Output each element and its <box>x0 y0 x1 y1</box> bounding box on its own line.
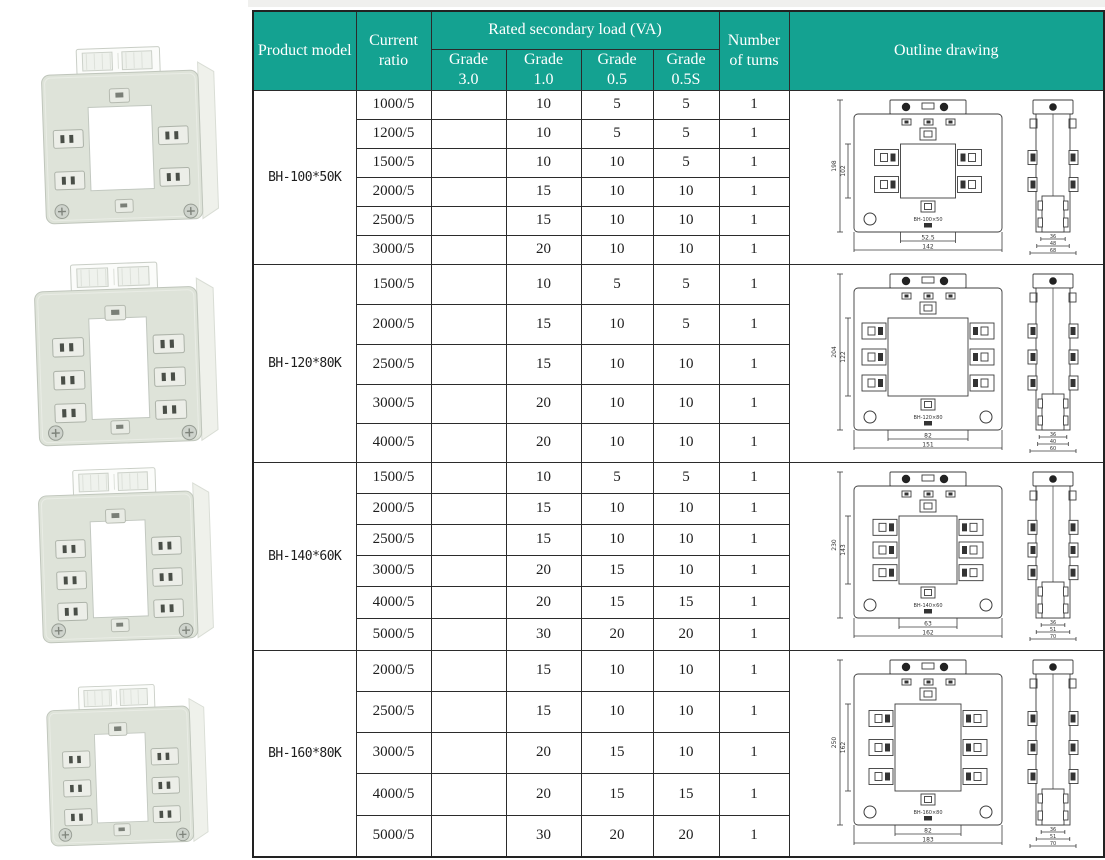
cell-load-grade-1.0: 10 <box>506 90 581 119</box>
cell-product-model: BH-100*50K <box>253 90 356 264</box>
cell-load-grade-3.0 <box>431 493 506 524</box>
cell-load-grade-0.5S: 10 <box>653 235 719 264</box>
cell-number-of-turns: 1 <box>719 206 789 235</box>
cell-load-grade-0.5: 10 <box>581 344 653 384</box>
product-photo-bh-140-60k <box>6 466 232 658</box>
cell-number-of-turns: 1 <box>719 691 789 732</box>
cell-load-grade-0.5S: 5 <box>653 462 719 493</box>
cell-number-of-turns: 1 <box>719 650 789 691</box>
svg-text:250: 250 <box>830 736 838 748</box>
outline-drawing-3 <box>789 462 1104 650</box>
cell-load-grade-1.0: 20 <box>506 423 581 462</box>
cell-current-ratio: 1500/5 <box>356 462 431 493</box>
cell-load-grade-0.5S: 5 <box>653 90 719 119</box>
table-row <box>253 462 1104 493</box>
cell-current-ratio: 3000/5 <box>356 555 431 586</box>
svg-text:63: 63 <box>923 620 932 628</box>
cell-load-grade-1.0: 10 <box>506 119 581 148</box>
cell-load-grade-0.5S: 5 <box>653 304 719 344</box>
cell-number-of-turns: 1 <box>719 732 789 773</box>
cell-load-grade-3.0 <box>431 177 506 206</box>
cell-load-grade-0.5S: 10 <box>653 732 719 773</box>
cell-load-grade-0.5S: 20 <box>653 618 719 650</box>
product-photo-bh-160-80k <box>10 683 232 860</box>
cell-load-grade-1.0: 20 <box>506 555 581 586</box>
svg-text:82: 82 <box>923 827 932 835</box>
cell-load-grade-0.5S: 10 <box>653 344 719 384</box>
cell-load-grade-0.5: 10 <box>581 691 653 732</box>
cell-load-grade-1.0: 30 <box>506 618 581 650</box>
svg-text:143: 143 <box>839 544 847 556</box>
cell-current-ratio: 2000/5 <box>356 493 431 524</box>
svg-text:230: 230 <box>830 539 838 551</box>
cell-load-grade-3.0 <box>431 555 506 586</box>
cell-load-grade-0.5: 10 <box>581 304 653 344</box>
svg-text:68: 68 <box>1049 248 1056 254</box>
cell-current-ratio: 2000/5 <box>356 177 431 206</box>
cell-load-grade-0.5S: 5 <box>653 119 719 148</box>
cell-load-grade-0.5S: 15 <box>653 586 719 618</box>
cell-load-grade-1.0: 20 <box>506 235 581 264</box>
cell-number-of-turns: 1 <box>719 524 789 555</box>
cell-load-grade-3.0 <box>431 90 506 119</box>
cell-number-of-turns: 1 <box>719 90 789 119</box>
outline-drawing-4 <box>789 650 1104 857</box>
cell-number-of-turns: 1 <box>719 586 789 618</box>
cell-number-of-turns: 1 <box>719 344 789 384</box>
svg-text:183: 183 <box>922 836 934 844</box>
cell-load-grade-0.5: 20 <box>581 618 653 650</box>
cell-load-grade-0.5: 10 <box>581 423 653 462</box>
cell-load-grade-1.0: 10 <box>506 148 581 177</box>
cell-number-of-turns: 1 <box>719 555 789 586</box>
header-grade-1: Grade 1.0 <box>506 49 581 90</box>
cell-number-of-turns: 1 <box>719 462 789 493</box>
svg-text:36: 36 <box>1049 432 1056 438</box>
cell-load-grade-3.0 <box>431 304 506 344</box>
cell-load-grade-1.0: 10 <box>506 264 581 304</box>
cell-load-grade-0.5: 15 <box>581 732 653 773</box>
cell-load-grade-1.0: 15 <box>506 650 581 691</box>
page-top-strip <box>248 0 1105 7</box>
cell-number-of-turns: 1 <box>719 384 789 423</box>
cell-load-grade-0.5: 10 <box>581 206 653 235</box>
svg-text:122: 122 <box>839 351 847 363</box>
cell-load-grade-0.5S: 10 <box>653 177 719 206</box>
svg-text:36: 36 <box>1049 620 1056 626</box>
cell-load-grade-0.5: 15 <box>581 586 653 618</box>
cell-load-grade-0.5: 10 <box>581 493 653 524</box>
cell-load-grade-0.5S: 10 <box>653 493 719 524</box>
header-rated-secondary-load: Rated secondary load (VA) <box>431 11 719 49</box>
table-row <box>253 90 1104 119</box>
cell-number-of-turns: 1 <box>719 304 789 344</box>
cell-load-grade-0.5: 15 <box>581 773 653 815</box>
svg-text:102: 102 <box>839 165 847 177</box>
cell-load-grade-0.5: 5 <box>581 462 653 493</box>
cell-current-ratio: 4000/5 <box>356 586 431 618</box>
cell-load-grade-1.0: 15 <box>506 524 581 555</box>
cell-load-grade-3.0 <box>431 650 506 691</box>
header-grade-3: Grade 0.5S <box>653 49 719 90</box>
svg-text:40: 40 <box>1049 439 1056 445</box>
cell-current-ratio: 2000/5 <box>356 650 431 691</box>
header-grade-2: Grade 0.5 <box>581 49 653 90</box>
cell-load-grade-0.5: 10 <box>581 235 653 264</box>
cell-current-ratio: 5000/5 <box>356 618 431 650</box>
svg-text:36: 36 <box>1049 234 1056 240</box>
cell-current-ratio: 1000/5 <box>356 90 431 119</box>
svg-text:BH-100×50: BH-100×50 <box>913 217 943 223</box>
cell-load-grade-3.0 <box>431 618 506 650</box>
cell-load-grade-1.0: 30 <box>506 815 581 857</box>
svg-text:52.5: 52.5 <box>921 234 935 242</box>
cell-load-grade-3.0 <box>431 206 506 235</box>
cell-load-grade-0.5: 10 <box>581 177 653 206</box>
svg-text:70: 70 <box>1049 840 1056 847</box>
cell-load-grade-0.5S: 10 <box>653 206 719 235</box>
cell-load-grade-0.5: 10 <box>581 650 653 691</box>
cell-load-grade-0.5S: 10 <box>653 555 719 586</box>
header-product-model: Product model <box>253 11 356 90</box>
cell-load-grade-1.0: 10 <box>506 462 581 493</box>
cell-load-grade-1.0: 20 <box>506 732 581 773</box>
cell-load-grade-0.5S: 10 <box>653 423 719 462</box>
svg-text:51: 51 <box>1049 627 1056 633</box>
cell-current-ratio: 2500/5 <box>356 524 431 555</box>
svg-text:BH-120×80: BH-120×80 <box>913 415 943 421</box>
cell-load-grade-3.0 <box>431 148 506 177</box>
cell-current-ratio: 1500/5 <box>356 148 431 177</box>
cell-current-ratio: 1200/5 <box>356 119 431 148</box>
cell-load-grade-0.5S: 10 <box>653 691 719 732</box>
cell-number-of-turns: 1 <box>719 423 789 462</box>
svg-text:142: 142 <box>922 243 934 251</box>
cell-number-of-turns: 1 <box>719 148 789 177</box>
cell-load-grade-1.0: 15 <box>506 691 581 732</box>
svg-text:BH-140×60: BH-140×60 <box>913 603 943 609</box>
cell-current-ratio: 2000/5 <box>356 304 431 344</box>
cell-current-ratio: 2500/5 <box>356 344 431 384</box>
cell-current-ratio: 1500/5 <box>356 264 431 304</box>
cell-load-grade-3.0 <box>431 815 506 857</box>
specification-table <box>252 10 1105 858</box>
cell-load-grade-1.0: 15 <box>506 344 581 384</box>
cell-load-grade-3.0 <box>431 235 506 264</box>
cell-product-model: BH-160*80K <box>253 650 356 857</box>
outline-drawing-1 <box>789 90 1104 264</box>
svg-text:51: 51 <box>1049 833 1056 840</box>
cell-load-grade-3.0 <box>431 344 506 384</box>
cell-current-ratio: 2500/5 <box>356 206 431 235</box>
cell-current-ratio: 3000/5 <box>356 732 431 773</box>
svg-text:204: 204 <box>830 346 838 358</box>
cell-load-grade-0.5S: 10 <box>653 650 719 691</box>
cell-load-grade-1.0: 20 <box>506 384 581 423</box>
svg-text:60: 60 <box>1049 446 1056 452</box>
header-grade-0: Grade 3.0 <box>431 49 506 90</box>
cell-current-ratio: 4000/5 <box>356 773 431 815</box>
cell-load-grade-0.5S: 20 <box>653 815 719 857</box>
svg-text:162: 162 <box>922 629 934 637</box>
cell-load-grade-0.5: 10 <box>581 148 653 177</box>
cell-load-grade-0.5S: 5 <box>653 148 719 177</box>
svg-text:BH-160×80: BH-160×80 <box>913 809 943 816</box>
svg-text:36: 36 <box>1049 826 1056 833</box>
cell-number-of-turns: 1 <box>719 264 789 304</box>
cell-current-ratio: 2500/5 <box>356 691 431 732</box>
cell-load-grade-3.0 <box>431 524 506 555</box>
cell-number-of-turns: 1 <box>719 177 789 206</box>
cell-load-grade-0.5S: 15 <box>653 773 719 815</box>
cell-load-grade-3.0 <box>431 462 506 493</box>
cell-load-grade-1.0: 20 <box>506 773 581 815</box>
svg-text:82: 82 <box>923 432 932 440</box>
table-row <box>253 264 1104 304</box>
svg-text:70: 70 <box>1049 634 1056 640</box>
cell-load-grade-3.0 <box>431 384 506 423</box>
cell-current-ratio: 5000/5 <box>356 815 431 857</box>
product-photo-bh-120-80k <box>6 260 232 462</box>
cell-load-grade-0.5S: 5 <box>653 264 719 304</box>
svg-text:198: 198 <box>830 160 838 172</box>
cell-load-grade-1.0: 15 <box>506 493 581 524</box>
cell-number-of-turns: 1 <box>719 815 789 857</box>
cell-number-of-turns: 1 <box>719 119 789 148</box>
cell-load-grade-1.0: 15 <box>506 177 581 206</box>
cell-number-of-turns: 1 <box>719 493 789 524</box>
cell-current-ratio: 3000/5 <box>356 384 431 423</box>
cell-load-grade-3.0 <box>431 423 506 462</box>
product-photo-bh-100-50k <box>14 42 232 242</box>
table-row <box>253 650 1104 691</box>
cell-current-ratio: 4000/5 <box>356 423 431 462</box>
cell-load-grade-3.0 <box>431 119 506 148</box>
header-current-ratio: Current ratio <box>356 11 431 90</box>
cell-load-grade-0.5S: 10 <box>653 524 719 555</box>
cell-load-grade-3.0 <box>431 732 506 773</box>
cell-number-of-turns: 1 <box>719 773 789 815</box>
cell-load-grade-3.0 <box>431 586 506 618</box>
svg-text:162: 162 <box>839 741 847 753</box>
svg-text:151: 151 <box>922 441 934 449</box>
cell-load-grade-1.0: 15 <box>506 206 581 235</box>
header-outline-drawing: Outline drawing <box>789 11 1104 90</box>
cell-load-grade-1.0: 20 <box>506 586 581 618</box>
cell-load-grade-0.5: 5 <box>581 119 653 148</box>
cell-load-grade-0.5: 5 <box>581 264 653 304</box>
svg-text:48: 48 <box>1049 241 1056 247</box>
cell-load-grade-0.5: 20 <box>581 815 653 857</box>
cell-load-grade-0.5: 5 <box>581 90 653 119</box>
cell-load-grade-3.0 <box>431 264 506 304</box>
cell-product-model: BH-120*80K <box>253 264 356 462</box>
cell-number-of-turns: 1 <box>719 235 789 264</box>
cell-load-grade-3.0 <box>431 691 506 732</box>
cell-load-grade-0.5: 15 <box>581 555 653 586</box>
cell-load-grade-1.0: 15 <box>506 304 581 344</box>
cell-load-grade-0.5S: 10 <box>653 384 719 423</box>
header-number-of-turns: Number of turns <box>719 11 789 90</box>
cell-load-grade-3.0 <box>431 773 506 815</box>
cell-load-grade-0.5: 10 <box>581 524 653 555</box>
outline-drawing-2 <box>789 264 1104 462</box>
cell-current-ratio: 3000/5 <box>356 235 431 264</box>
cell-number-of-turns: 1 <box>719 618 789 650</box>
cell-product-model: BH-140*60K <box>253 462 356 650</box>
cell-load-grade-0.5: 10 <box>581 384 653 423</box>
